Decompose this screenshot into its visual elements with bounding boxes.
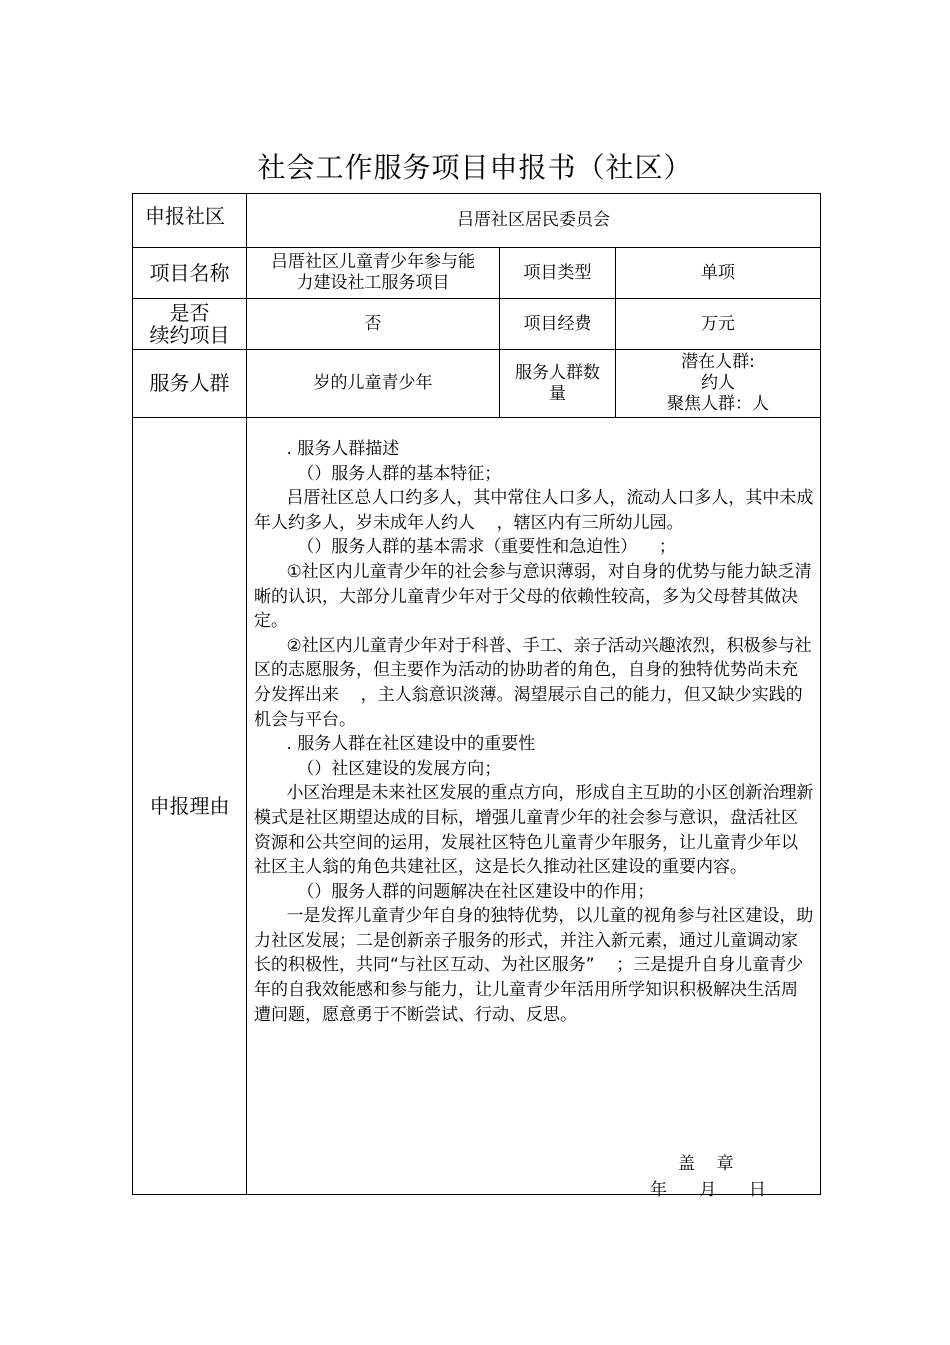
focus-group-value: 聚焦人群：人 <box>667 394 769 414</box>
reason-label: 申报理由 <box>149 793 230 818</box>
project-name-line-2: 力建设社工服务项目 <box>296 273 450 293</box>
potential-group-label: 潜在人群: <box>681 352 755 372</box>
reason-paragraph: 一是发挥儿童青少年自身的独特优势，以儿童的视角参与社区建设，助力社区发展；二是创新亲子服务的形式，并注入新元素，通过儿童调动家长的积极性，共同“与社区互动、为社区服务” ；三是提升自身儿童青少年的自我效能感和参与能力，让儿童青少年活用所学知识积极解决生活周遭问题，愿意勇于不断尝试、行动、反思。 <box>254 906 814 1025</box>
funding-value: 万元 <box>701 313 735 334</box>
project-type-label: 项目类型 <box>523 262 592 283</box>
service-count-label <box>500 350 615 417</box>
service-count-label-line-1: 服务人群数 <box>515 362 600 383</box>
application-form-table <box>132 193 821 1200</box>
project-name-value <box>247 248 499 298</box>
service-count-label-line-2: 量 <box>549 383 566 404</box>
seal-label: 盖 章 <box>678 1154 734 1174</box>
reason-paragraph: （）服务人群的基本特征； <box>254 463 502 484</box>
community-label: 申报社区 <box>145 204 225 228</box>
project-name-line-1: 吕厝社区儿童青少年参与能 <box>271 252 475 272</box>
reason-paragraph: ②社区内儿童青少年对于科普、手工、亲子活动兴趣浓烈，积极参与社区的志愿服务，但主要作为活动的协助者的角色，自身的独特优势尚未充分发挥出来 ，主人翁意识淡薄。渴望展示自己的能力，但又缺少实践的机会与平台。 <box>254 635 812 730</box>
service-count-value <box>616 350 820 417</box>
page-title: 社会工作服务项目申报书（社区） <box>257 151 693 184</box>
renewal-label-line-1: 是否 <box>169 301 210 325</box>
renewal-label-line-2: 续约项目 <box>149 323 230 347</box>
project-type-value: 单项 <box>701 262 735 283</box>
funding-label: 项目经费 <box>523 313 592 334</box>
date-label: 年 月 日 <box>650 1180 766 1200</box>
project-name-label: 项目名称 <box>149 260 230 285</box>
reason-paragraph: ①社区内儿童青少年的社会参与意识薄弱，对自身的优势与能力缺乏清晰的认识，大部分儿童青少年对于父母的依赖性较高，多为父母替其做决定。 <box>254 561 812 632</box>
renewal-value: 否 <box>364 313 382 334</box>
reason-body <box>254 437 814 1027</box>
community-value: 吕厝社区居民委员会 <box>457 210 610 230</box>
renewal-label <box>133 299 246 349</box>
reason-paragraph: 小区治理是未来社区发展的重点方向，形成自主互助的小区创新治理新模式是社区期望达成的目标，增强儿童青少年的社会参与意识，盘活社区资源和公共空间的运用，发展社区特色儿童青少年服务，让儿童青少年以社区主人翁的角色共建社区，这是长久推动社区建设的重要内容。 <box>254 783 814 878</box>
reason-paragraph: . 服务人群描述 <box>254 439 400 459</box>
potential-group-value: 约人 <box>701 373 735 393</box>
service-group-value: 岁的儿童青少年 <box>313 373 433 393</box>
reason-paragraph: （）服务人群的问题解决在社区建设中的作用； <box>254 881 655 902</box>
service-group-label: 服务人群 <box>149 371 230 395</box>
reason-paragraph: （）服务人群的基本需求（重要性和急迫性） ； <box>254 537 676 558</box>
reason-paragraph: （）社区建设的发展方向； <box>254 758 502 779</box>
reason-paragraph: . 服务人群在社区建设中的重要性 <box>254 734 536 755</box>
reason-paragraph: 吕厝社区总人口约多人，其中常住人口多人，流动人口多人，其中未成年人约多人，岁未成年人约人 ，辖区内有三所幼儿园。 <box>254 488 814 533</box>
